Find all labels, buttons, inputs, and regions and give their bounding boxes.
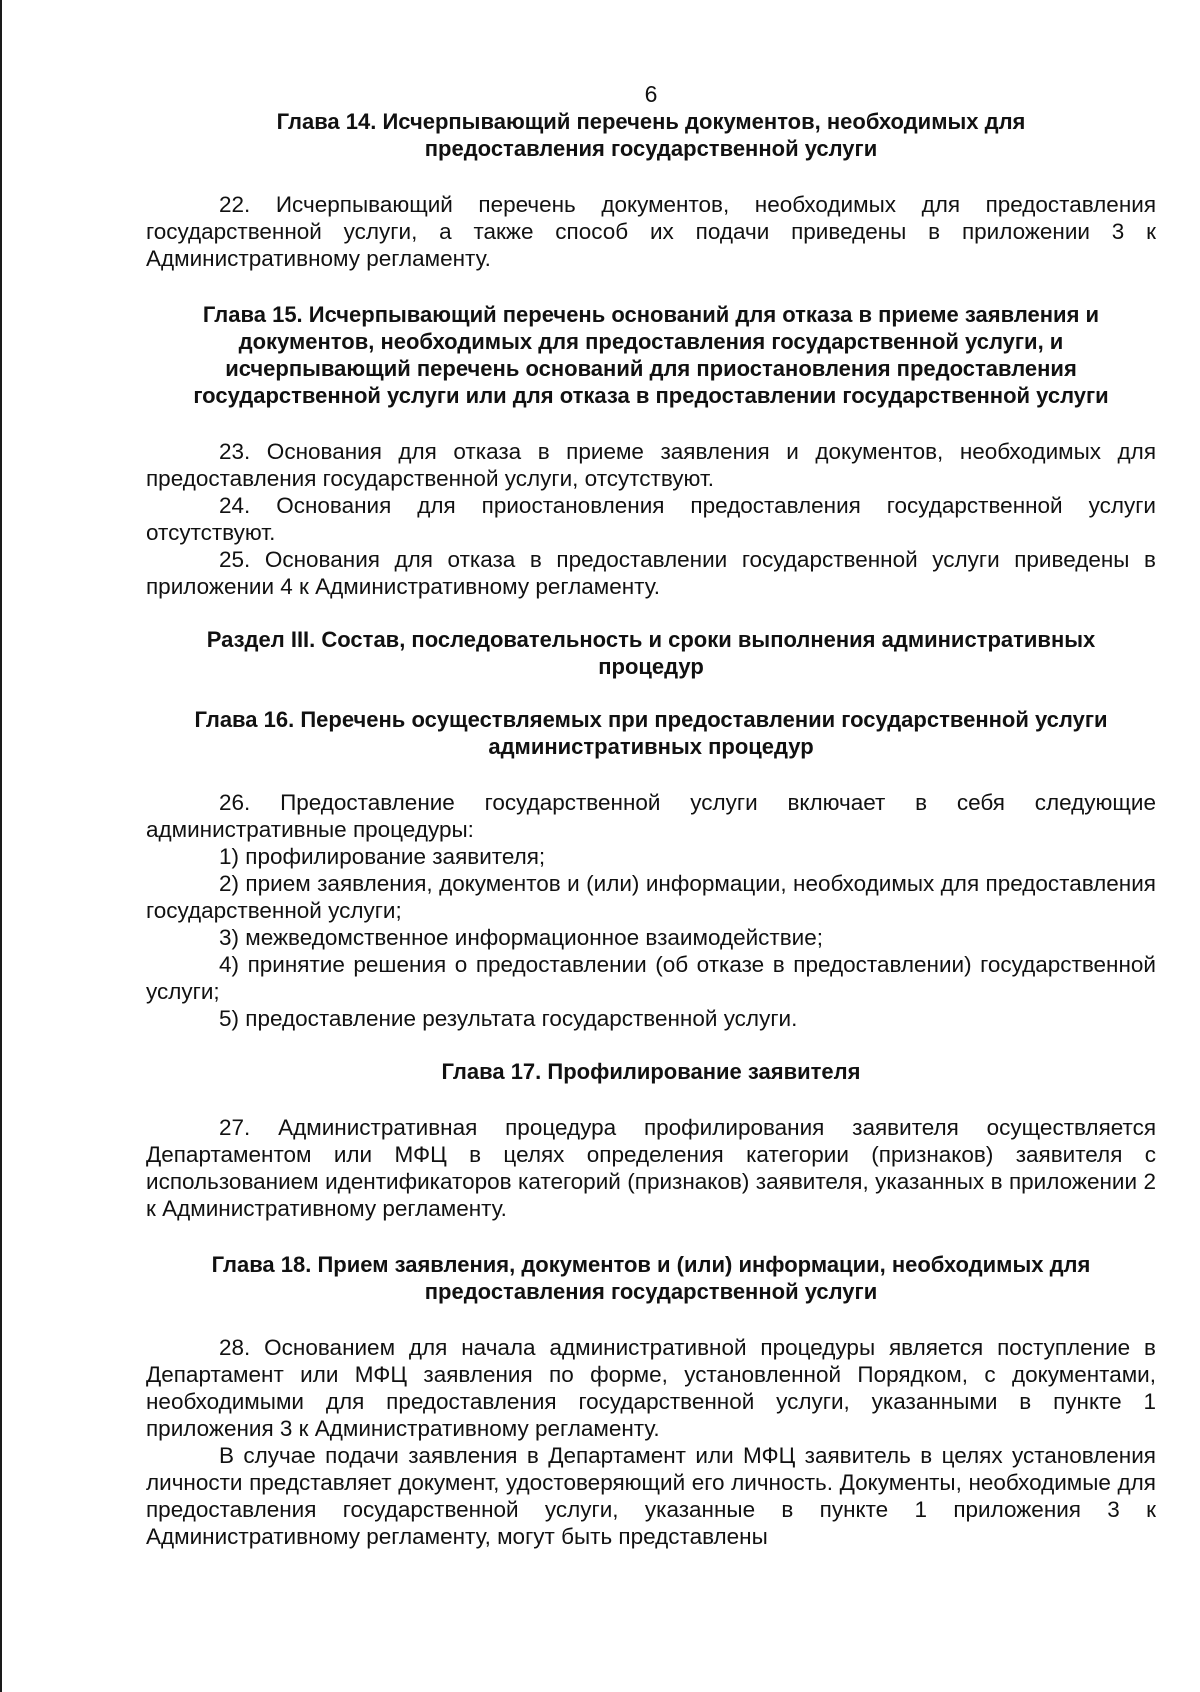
page-left-edge (0, 0, 2, 1692)
chapter-14-heading: Глава 14. Исчерпывающий перечень документов, необходимых для предоставления государственной услуги (276, 109, 1026, 161)
list-item: 5) предоставление результата государственной услуги. (219, 1006, 798, 1031)
list-item: 3) межведомственное информационное взаимодействие; (219, 925, 824, 950)
paragraph-23: 23. Основания для отказа в приеме заявления и документов, необходимых для предоставления государственной услуги, отсутствуют. (146, 439, 1156, 491)
chapter-16-heading: Глава 16. Перечень осуществляемых при предоставлении государственной услуги административных процедур (194, 707, 1108, 759)
paragraph-24: 24. Основания для приостановления предоставления государственной услуги отсутствуют. (146, 493, 1156, 545)
paragraph-28: 28. Основанием для начала административной процедуры является поступление в Департамент или МФЦ заявления по форме, установленной Порядком, с документами, необходимыми для предоставления государственной услуги, указанными в пункте 1 приложения 3 к Административному регламенту. (146, 1335, 1156, 1441)
paragraph-27: 27. Административная процедура профилирования заявителя осуществляется Департаментом или МФЦ в целях определения категории (признаков) заявителя с использованием идентификаторов категорий (признаков) заявителя, указанных в приложении 2 к Административному регламенту. (146, 1115, 1156, 1221)
paragraph-26: 26. Предоставление государственной услуги включает в себя следующие административные процедуры: (146, 790, 1156, 842)
chapter-15-heading: Глава 15. Исчерпывающий перечень оснований для отказа в приеме заявления и документов, необходимых для предоставления государственной услуги, и исчерпывающий перечень оснований для приостановления предоставления государственной услуги или для отказа в предоставлении государственной услуги (193, 302, 1109, 408)
chapter-17-heading: Глава 17. Профилирование заявителя (441, 1059, 861, 1084)
paragraph-28-continuation: В случае подачи заявления в Департамент или МФЦ заявитель в целях установления личности представляет документ, удостоверяющий его личность. Документы, необходимые для предоставления государственной услуги, указанные в пункте 1 приложения 3 к Административному регламенту, могут быть представлены (146, 1443, 1156, 1549)
chapter-18-heading: Глава 18. Прием заявления, документов и (или) информации, необходимых для предоставления государственной услуги (211, 1252, 1091, 1304)
page-number: 6 (644, 81, 658, 107)
list-item: 2) прием заявления, документов и (или) информации, необходимых для предоставления государственной услуги; (146, 871, 1156, 923)
section-3-heading: Раздел III. Состав, последовательность и сроки выполнения административных процедур (206, 627, 1096, 679)
list-item: 4) принятие решения о предоставлении (об отказе в предоставлении) государственной услуги; (146, 952, 1156, 1004)
paragraph-25: 25. Основания для отказа в предоставлении государственной услуги приведены в приложении 4 к Административному регламенту. (146, 547, 1156, 599)
document-page (146, 80, 1156, 1550)
list-item: 1) профилирование заявителя; (219, 844, 546, 869)
paragraph-22: 22. Исчерпывающий перечень документов, необходимых для предоставления государственной услуги, а также способ их подачи приведены в приложении 3 к Административному регламенту. (146, 192, 1156, 271)
